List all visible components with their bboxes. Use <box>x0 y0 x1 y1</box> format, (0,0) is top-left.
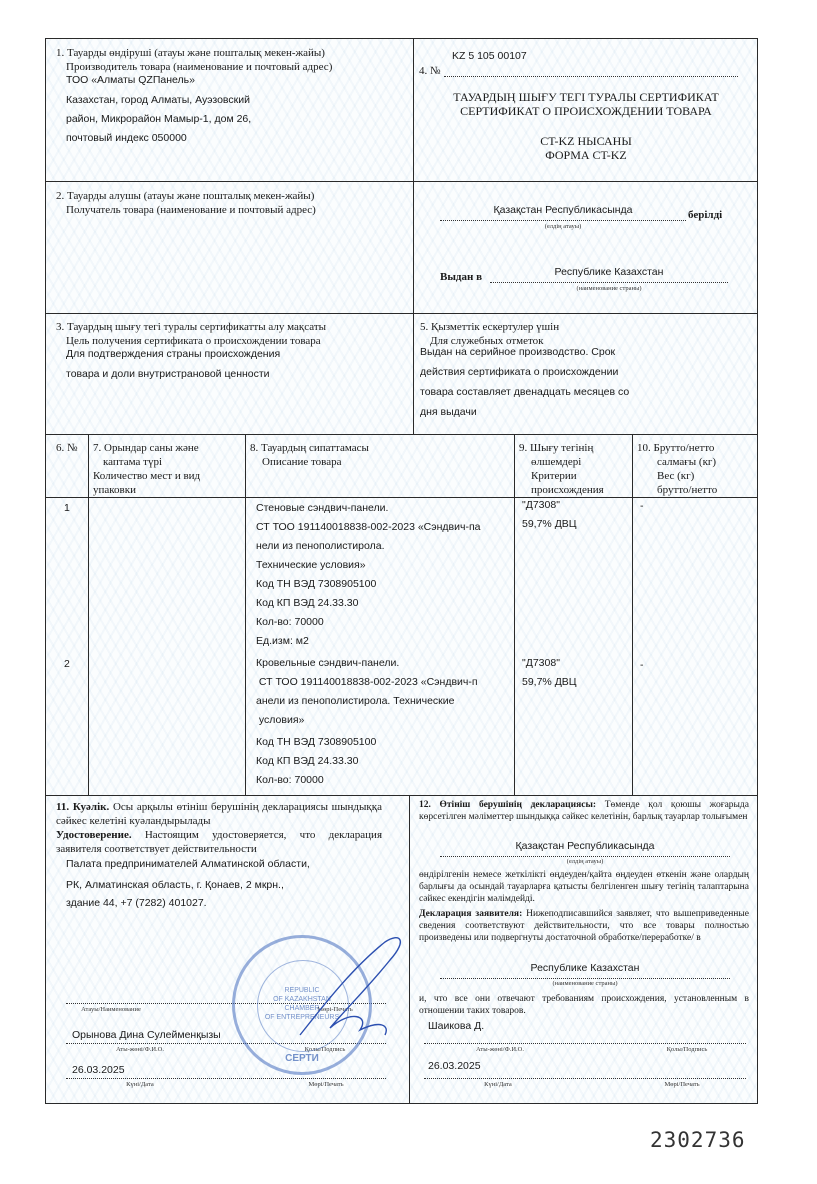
date-line <box>66 1078 386 1079</box>
row1-weight: - <box>640 500 644 512</box>
hint-country-kz-12: (елдің атауы) <box>566 858 604 865</box>
box11-heading-ru <box>56 828 382 856</box>
manufacturer-postcode: почтовый индекс 050000 <box>66 132 187 144</box>
title-ru: СЕРТИФИКАТ О ПРОИСХОЖДЕНИИ ТОВАРА <box>460 104 712 118</box>
row1-criteria: "Д7308" <box>522 499 560 511</box>
col7-header: каптама түрі <box>103 456 163 468</box>
remarks-line: товара составляет двенадцать месяцев со <box>420 386 630 398</box>
row2-desc: Код КП ВЭД 24.33.30 <box>256 755 359 767</box>
manufacturer-address: Казахстан, город Алматы, Ауэзовский <box>66 94 250 106</box>
declaration-ru-text: Нижеподписавшийся заявляет, что вышеприведенные сведения соответствуют действительности, что все товары полностью произведены или подвергнуты достаточной обработке/переработке/ в <box>419 909 749 943</box>
number-dotted-line <box>444 76 738 77</box>
title-kz: ТАУАРДЫҢ ШЫҒУ ТЕГІ ТУРАЛЫ СЕРТИФИКАТ <box>453 90 719 104</box>
signature-stroke <box>300 938 400 1035</box>
col9-header: өлшемдері <box>531 456 582 468</box>
issued-kz-suffix: берілді <box>688 209 723 221</box>
certificate-number: KZ 5 105 00107 <box>452 50 527 62</box>
remarks-line: действия сертификата о происхождении <box>420 366 619 378</box>
fio-line-12 <box>424 1043 746 1044</box>
row1-desc: Ед.изм: м2 <box>256 635 309 647</box>
date-line-12 <box>424 1078 746 1079</box>
declared-country-kz: Қазақстан Республикасында <box>515 840 655 852</box>
rule <box>45 795 758 796</box>
form-kz: CT-KZ НЫСАНЫ <box>540 134 632 148</box>
col10-header: 10. Брутто/нетто <box>637 442 715 454</box>
form-ru: ФОРМА CT-KZ <box>545 148 627 162</box>
country-kz-line <box>440 856 730 857</box>
certifier-date: 26.03.2025 <box>72 1064 125 1076</box>
remarks-line: Выдан на серийное производство. Срок <box>420 346 616 358</box>
chamber-name: Палата предпринимателей Алматинской области, <box>66 858 310 870</box>
stamp-line: REPUBLIC <box>284 987 320 994</box>
col7-header: Количество мест и вид <box>93 470 201 482</box>
declaration-ru-end: и, что все они отвечают требованиям происхождения, установленным в отношении таких товаров. <box>419 994 749 1016</box>
row2-desc: Кол-во: 70000 <box>256 774 324 786</box>
col10-header: салмағы (кг) <box>657 456 717 468</box>
box12-heading-text: Төменде қол қоюшы жоғарыда көрсетілген мәліметтер шындыққа сәйкес келетінін, барлық тауарлар толығымен <box>419 800 749 822</box>
declarant-name: Шаикова Д. <box>428 1020 485 1032</box>
box2-label-ru: Получатель товара (наименование и почтовый адрес) <box>66 204 316 216</box>
issued-ru-prefix: Выдан в <box>440 271 483 283</box>
row2-criteria: "Д7308" <box>522 657 560 669</box>
col9-header: происхождения <box>531 484 604 496</box>
issued-country-kz: Қазақстан Республикасында <box>493 204 633 216</box>
rule <box>413 313 414 435</box>
box12-heading-bold: 12. Өтініш берушінің декларациясы: <box>419 800 597 810</box>
row2-desc: анели из пенополистирола. Технические <box>256 695 455 707</box>
col8-header: 8. Тауардың сипаттамасы <box>250 442 369 454</box>
col9-header: Критерии <box>531 470 577 482</box>
hint-seal-12: Мөрі/Печать <box>664 1081 700 1088</box>
row2-desc: Код ТН ВЭД 7308905100 <box>256 736 377 748</box>
purpose-line: товара и доли внутристрановой ценности <box>66 368 270 380</box>
box12-heading <box>419 799 749 823</box>
hint-country-ru: (наименование страны) <box>576 285 642 292</box>
form-serial-number: 2302736 <box>650 1128 746 1152</box>
rule <box>45 313 758 314</box>
box11-heading-ru-bold: Удостоверение. <box>56 829 132 841</box>
declaration-ru-bold: Декларация заявителя: <box>419 909 523 919</box>
row1-desc: Код ТН ВЭД 7308905100 <box>256 578 377 590</box>
row2-weight: - <box>640 659 644 671</box>
box1-label-ru: Производитель товара (наименование и почтовый адрес) <box>66 61 333 73</box>
box2-label-kz: 2. Тауарды алушы (атауы және пошталық мекен-жайы) <box>56 190 315 202</box>
hint-sign-12: Қолы/Подпись <box>666 1046 708 1053</box>
issued-ru-line <box>490 282 728 283</box>
declaration-kz: өндірілгенін немесе жеткілікті өңдеуден/қайта өңдеуден өткенін және олардың барлығы да осындай тауарларға қатысты белгіленген шығу тегінің талаптарына сәйкес екендігін мәлімдейді. <box>419 870 749 904</box>
manufacturer-name: ТОО «Алматы QZПанель» <box>66 74 195 86</box>
rule <box>45 434 758 435</box>
row1-desc: Кол-во: 70000 <box>256 616 324 628</box>
signature-mark <box>290 930 430 1050</box>
country-ru-line <box>440 978 730 979</box>
row1-desc: Стеновые сэндвич-панели. <box>256 502 389 514</box>
issued-country-ru: Республике Казахстан <box>554 266 664 278</box>
box11-heading-kz-bold: 11. Куәлік. <box>56 801 110 813</box>
box11-heading-kz <box>56 800 382 828</box>
chamber-address: РК, Алматинская область, г. Қонаев, 2 мкрн., <box>66 879 284 891</box>
declaration-ru <box>419 908 749 944</box>
declared-country-ru: Республике Казахстан <box>530 962 640 974</box>
box3-label-kz: 3. Тауардың шығу тегі туралы сертификатты алу мақсаты <box>56 321 327 333</box>
hint-fio: Аты-жөні/Ф.И.О. <box>116 1046 164 1053</box>
row2-desc: СТ ТОО 191140018838-002-2023 «Сэндвич-п <box>256 676 478 688</box>
hint-date: Күні/Дата <box>126 1081 154 1088</box>
row2-desc: Кровельные сэндвич-панели. <box>256 657 400 669</box>
stamp-bottom-text: СЕРТИ <box>285 1053 319 1064</box>
certifier-name: Орынова Дина Сулейменқызы <box>72 1029 221 1041</box>
row2-criteria: 59,7% ДВЦ <box>522 676 577 688</box>
stamp-line: OF KAZAKHSTAN <box>273 996 331 1003</box>
rule <box>45 497 758 498</box>
hint-seal: Мөрі/Печать <box>308 1081 344 1088</box>
box1-label-kz: 1. Тауарды өндіруші (атауы және пошталық мекен-жайы) <box>56 47 325 59</box>
hint-name: Атауы/Наименование <box>81 1006 141 1013</box>
chamber-phone: здание 44, +7 (7282) 401027. <box>66 897 207 909</box>
hint-date-12: Күні/Дата <box>484 1081 512 1088</box>
rule <box>413 38 414 314</box>
col10-header: брутто/нетто <box>657 484 718 496</box>
rule <box>632 434 633 796</box>
col7-header: упаковки <box>93 484 136 496</box>
manufacturer-address: район, Микрорайон Мамыр-1, дом 26, <box>66 113 252 125</box>
row2-number: 2 <box>64 658 70 670</box>
purpose-line: Для подтверждения страны происхождения <box>66 348 281 360</box>
box5-label-kz: 5. Қызметтік ескертулер үшін <box>420 321 560 333</box>
box3-label-ru: Цель получения сертификата о происхождении товара <box>66 335 321 347</box>
rule <box>245 434 246 796</box>
box11-heading-kz-text: Осы арқылы өтініш берушінің декларациясы шындыққа сәйкес келетіні куәландырылады <box>56 801 382 827</box>
col10-header: Вес (кг) <box>657 470 695 482</box>
hint-country-kz: (елдің атауы) <box>544 223 582 230</box>
row1-desc: нели из пенополистирола. <box>256 540 385 552</box>
row1-number: 1 <box>64 502 70 514</box>
col8-header: Описание товара <box>262 456 342 468</box>
stamp-line: CHAMBER <box>284 1005 320 1012</box>
col9-header: 9. Шығу тегінің <box>519 442 594 454</box>
hint-country-ru-12: (наименование страны) <box>552 980 618 987</box>
row1-desc: Код КП ВЭД 24.33.30 <box>256 597 359 609</box>
rule <box>88 434 89 796</box>
remarks-line: дня выдачи <box>420 406 477 418</box>
row1-desc: Технические условия» <box>256 559 366 571</box>
row1-desc: СТ ТОО 191140018838-002-2023 «Сэндвич-па <box>256 521 481 533</box>
col6-header: 6. № <box>56 442 78 454</box>
rule <box>514 434 515 796</box>
issued-kz-line <box>440 220 686 221</box>
box11-heading-ru-text: Настоящим удостоверяется, что декларация заявителя соответствует действительности <box>56 829 383 855</box>
hint-sign: Қолы/Подпись <box>304 1046 346 1053</box>
rule <box>45 181 758 182</box>
box4-label: 4. № <box>419 65 441 77</box>
stamp-line: OF ENTREPRENEURS <box>264 1014 340 1021</box>
row2-desc: условия» <box>256 714 305 726</box>
declarant-date: 26.03.2025 <box>428 1060 481 1072</box>
box5-label-ru: Для служебных отметок <box>430 335 544 347</box>
hint-fio-12: Аты-жөні/Ф.И.О. <box>476 1046 524 1053</box>
row1-criteria: 59,7% ДВЦ <box>522 518 577 530</box>
col7-header: 7. Орындар саны және <box>93 442 199 454</box>
hint-stamp: Мөрі-Печать <box>317 1006 353 1013</box>
